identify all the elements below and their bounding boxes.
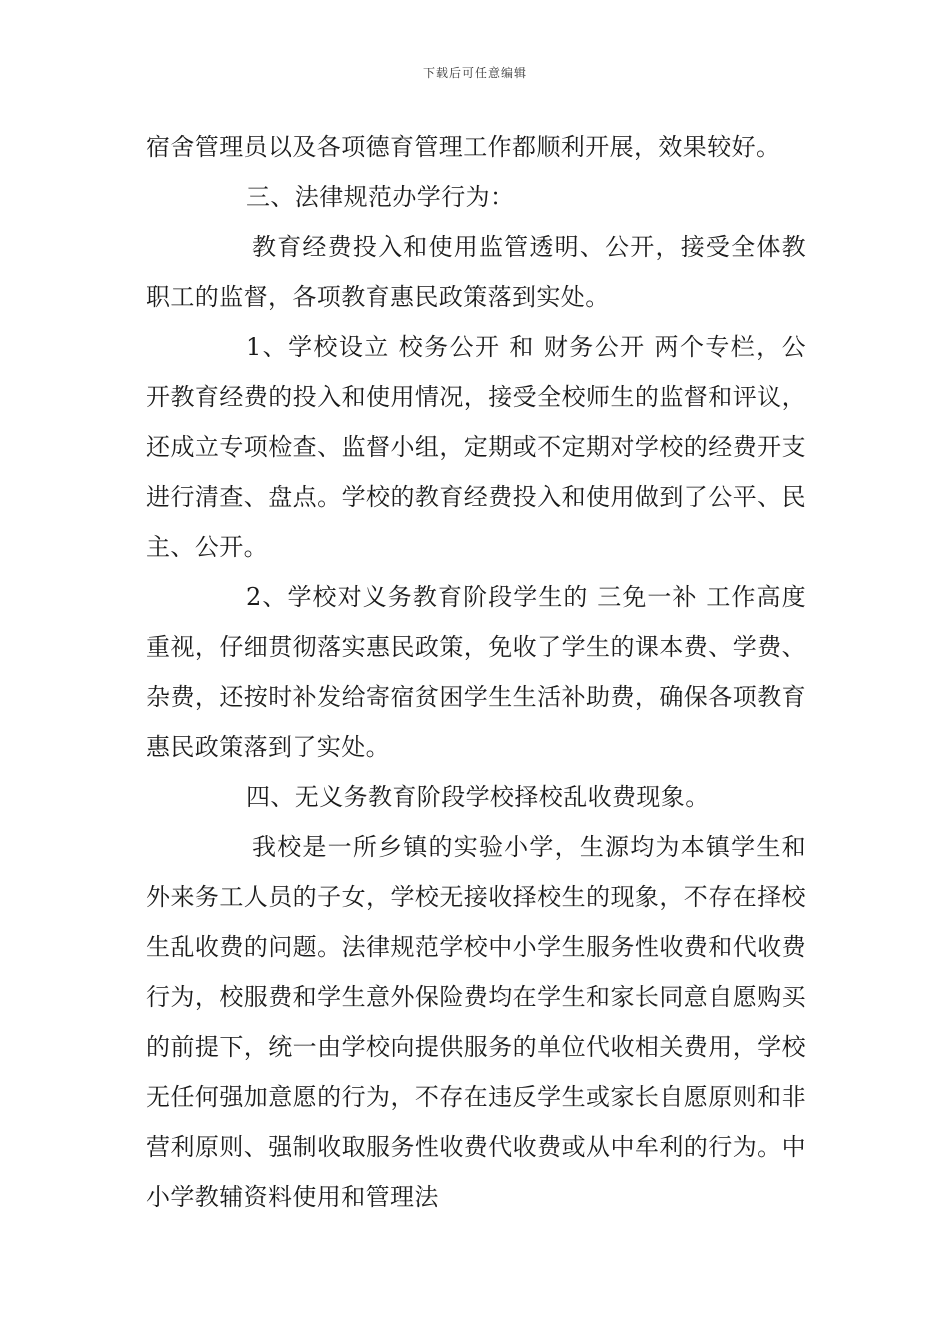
paragraph-item-2: 2、学校对义务教育阶段学生的 三免一补 工作高度重视，仔细贯彻落实惠民政策，免收了学生的课本费、学费、杂费，还按时补发给寄宿贫困学生生活补助费，确保各项教育惠民政策落到了实处。 [146,583,806,761]
paragraph-school-intro: 我校是一所乡镇的实验小学，生源均为本镇学生和外来务工人员的子女，学校无接收择校生的现象，不存在择校生乱收费的问题。法律规范学校中小学生服务性收费和代收费行为，校服费和学生意外保险费均在学生和家长同意自愿购买的前提下，统一由学校向提供服务的单位代收相关费用，学校无任何强加意愿的行为，不存在违反学生或家长自愿原则和非营利原则、强制收取服务性收费代收费或从中牟利的行为。中小学教辅资料使用和管理法 [146,833,806,1211]
paragraph-continuation: 宿舍管理员以及各项德育管理工作都顺利开展，效果较好。 [146,133,781,161]
paragraph-funding-oversight: 教育经费投入和使用监管透明、公开，接受全体教职工的监督，各项教育惠民政策落到实处。 [146,233,806,311]
document-body [146,122,806,1222]
paragraph-item-1: 1、学校设立 校务公开 和 财务公开 两个专栏，公开教育经费的投入和使用情况，接受全校师生的监督和评议，还成立专项检查、监督小组，定期或不定期对学校的经费开支进行清查、盘点。学校的教育经费投入和使用做到了公平、民主、公开。 [146,333,806,561]
section-heading-3: 三、法律规范办学行为： [246,183,515,211]
page-header-note: 下载后可任意编辑 [422,66,527,80]
section-heading-4: 四、无义务教育阶段学校择校乱收费现象。 [246,783,710,811]
